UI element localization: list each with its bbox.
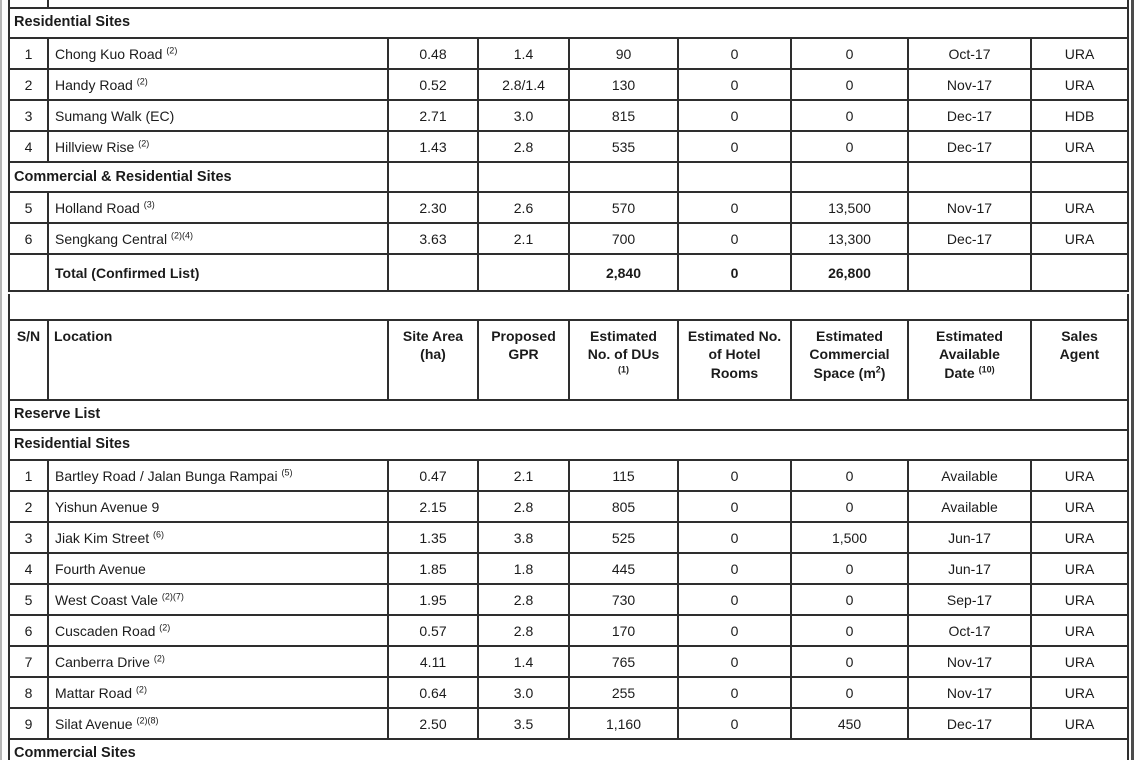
- cell-site_area: 2.50: [389, 709, 479, 738]
- cell-sn: 8: [10, 678, 49, 707]
- table-row: [10, 647, 1127, 678]
- cell-site_area: 1.35: [389, 523, 479, 552]
- column-header-location: Location: [49, 321, 389, 399]
- cell-agent: URA: [1064, 498, 1095, 515]
- cell-hotel_rooms: 0: [679, 616, 792, 645]
- table-row: [10, 101, 1127, 132]
- cell-location: Bartley Road / Jalan Bunga Rampai $^{(5)}$: [49, 461, 389, 490]
- column-header-site_area: Site Area (ha): [389, 321, 479, 399]
- empty-cell: [909, 163, 1032, 191]
- cell-site_area: 0.47: [389, 461, 479, 490]
- empty-cell: [479, 255, 570, 290]
- cell-dus: 815: [570, 101, 679, 130]
- cell-dus: 255: [570, 678, 679, 707]
- cell-commercial_space: 0: [792, 70, 909, 99]
- cell-commercial_space: 0: [792, 647, 909, 676]
- cell-date: Nov-17: [909, 647, 1032, 676]
- section-title: Residential Sites: [14, 14, 131, 30]
- column-header-agent: Sales Agent: [1059, 328, 1100, 363]
- cell-agent: URA: [1064, 684, 1095, 701]
- total-dus: 2,840: [570, 255, 679, 290]
- table-row: [10, 709, 1127, 740]
- cell-sn: 2: [10, 492, 49, 521]
- cell-location: West Coast Vale $^{(2)(7)}$: [49, 585, 389, 614]
- cell-gpr: 3.5: [479, 709, 570, 738]
- cell-dus: 730: [570, 585, 679, 614]
- cell-date: Dec-17: [909, 101, 1032, 130]
- cell-commercial_space: 0: [792, 678, 909, 707]
- cell-hotel_rooms: 0: [679, 585, 792, 614]
- cell-dus: 170: [570, 616, 679, 645]
- table-row: [10, 461, 1127, 492]
- cell-agent: URA: [1064, 529, 1095, 546]
- cell-commercial_space: 1,500: [792, 523, 909, 552]
- cell-site_area: 3.63: [389, 224, 479, 253]
- cell-location: Canberra Drive $^{(2)}$: [49, 647, 389, 676]
- cell-agent: URA: [1064, 560, 1095, 577]
- cell-agent: URA: [1064, 199, 1095, 216]
- cell-hotel_rooms: 0: [679, 70, 792, 99]
- cell-date: Nov-17: [909, 678, 1032, 707]
- cell-date: Sep-17: [909, 585, 1032, 614]
- cell-sn: 6: [10, 616, 49, 645]
- cell-sn: 1: [10, 461, 49, 490]
- total-commercial-space: 26,800: [792, 255, 909, 290]
- cell-dus: 525: [570, 523, 679, 552]
- section-row: [10, 431, 1127, 461]
- cell-hotel_rooms: 0: [679, 678, 792, 707]
- cell-dus: 805: [570, 492, 679, 521]
- cell-hotel_rooms: 0: [679, 554, 792, 583]
- cell-gpr: 1.8: [479, 554, 570, 583]
- cell-date: Available: [909, 461, 1032, 490]
- column-header-dus: Estimated No. of DUs $^{(1)}$: [570, 321, 679, 399]
- table-row: [10, 70, 1127, 101]
- cell-site_area: 4.11: [389, 647, 479, 676]
- cell-gpr: 1.4: [479, 39, 570, 68]
- cell-location: Cuscaden Road $^{(2)}$: [49, 616, 389, 645]
- cell-dus: 90: [570, 39, 679, 68]
- empty-cell: [679, 163, 792, 191]
- cell-location: Fourth Avenue: [49, 554, 389, 583]
- cell-date: Jun-17: [909, 554, 1032, 583]
- cell-hotel_rooms: 0: [679, 101, 792, 130]
- cell-date: Jun-17: [909, 523, 1032, 552]
- section-title: Commercial Sites: [14, 745, 136, 760]
- confirmed-list-table: [8, 0, 1129, 292]
- column-header-commercial_space: Estimated Commercial Space $(m^2)$: [792, 321, 909, 399]
- cell-hotel_rooms: 0: [679, 193, 792, 222]
- cell-gpr: 2.8/1.4: [479, 70, 570, 99]
- section-row: [10, 163, 1127, 193]
- table-row: [10, 616, 1127, 647]
- cell-date: Available: [909, 492, 1032, 521]
- cell-gpr: 3.8: [479, 523, 570, 552]
- empty-cell: [479, 163, 570, 191]
- section-row: [10, 740, 1127, 760]
- empty-cell: [909, 255, 1032, 290]
- cell-agent: URA: [1064, 715, 1095, 732]
- cell-commercial_space: 0: [792, 616, 909, 645]
- cell-date: Dec-17: [909, 709, 1032, 738]
- cell-gpr: 3.0: [479, 101, 570, 130]
- cell-site_area: 1.95: [389, 585, 479, 614]
- cell-agent: URA: [1064, 622, 1095, 639]
- cell-date: Nov-17: [909, 70, 1032, 99]
- cell-sn: 3: [10, 101, 49, 130]
- cell-gpr: 2.8: [479, 616, 570, 645]
- cell-gpr: 3.0: [479, 678, 570, 707]
- cell-dus: 130: [570, 70, 679, 99]
- cell-sn: 2: [10, 70, 49, 99]
- empty-cell: [1032, 255, 1127, 290]
- cell-agent: HDB: [1064, 107, 1095, 124]
- column-header-hotel_rooms: Estimated No. of Hotel Rooms: [679, 321, 792, 399]
- cell-gpr: 2.1: [479, 461, 570, 490]
- cell-sn: 4: [10, 132, 49, 161]
- table-row: [10, 224, 1127, 255]
- column-header-gpr: Proposed GPR: [479, 321, 570, 399]
- page-edge-left: [0, 0, 2, 760]
- cell-hotel_rooms: 0: [679, 709, 792, 738]
- cell-hotel_rooms: 0: [679, 39, 792, 68]
- cell-site_area: 0.48: [389, 39, 479, 68]
- empty-cell: [10, 255, 49, 290]
- cell-gpr: 2.6: [479, 193, 570, 222]
- cell-hotel_rooms: 0: [679, 224, 792, 253]
- reserve-list-table: [8, 319, 1129, 760]
- cell-sn: 1: [10, 39, 49, 68]
- total-hotel-rooms: 0: [679, 255, 792, 290]
- cell-dus: 570: [570, 193, 679, 222]
- cell-agent: URA: [1064, 45, 1095, 62]
- cell-sn: 6: [10, 224, 49, 253]
- cell-site_area: 0.52: [389, 70, 479, 99]
- empty-cell: [10, 0, 49, 7]
- section-title: Reserve List: [14, 406, 101, 422]
- cell-commercial_space: 0: [792, 492, 909, 521]
- table-row: [10, 193, 1127, 224]
- table-row: [10, 492, 1127, 523]
- total-row: [10, 255, 1127, 292]
- table-row: [10, 554, 1127, 585]
- table-row: [10, 523, 1127, 554]
- cell-location: Hillview Rise $^{(2)}$: [49, 132, 389, 161]
- cell-hotel_rooms: 0: [679, 647, 792, 676]
- empty-cell: [570, 163, 679, 191]
- cell-site_area: 1.85: [389, 554, 479, 583]
- cell-hotel_rooms: 0: [679, 492, 792, 521]
- cell-dus: 700: [570, 224, 679, 253]
- cell-location: Silat Avenue $^{(2)(8)}$: [49, 709, 389, 738]
- cell-location: Sengkang Central $^{(2)(4)}$: [49, 224, 389, 253]
- header-row: [10, 321, 1127, 401]
- cell-location: Mattar Road $^{(2)}$: [49, 678, 389, 707]
- cell-agent: URA: [1064, 138, 1095, 155]
- cell-commercial_space: 0: [792, 132, 909, 161]
- empty-cell: [49, 0, 1127, 7]
- section-row: [10, 401, 1127, 431]
- cell-commercial_space: 0: [792, 39, 909, 68]
- cell-location: Handy Road $^{(2)}$: [49, 70, 389, 99]
- cell-commercial_space: 0: [792, 461, 909, 490]
- total-label: Total (Confirmed List): [49, 255, 389, 290]
- column-header-date: Estimated Available Date $^{(10)}$: [909, 321, 1032, 399]
- cell-agent: URA: [1064, 653, 1095, 670]
- cell-agent: URA: [1064, 467, 1095, 484]
- cell-gpr: 2.8: [479, 492, 570, 521]
- cell-location: Yishun Avenue 9: [49, 492, 389, 521]
- cell-location: Holland Road $^{(3)}$: [49, 193, 389, 222]
- cell-location: Jiak Kim Street $^{(6)}$: [49, 523, 389, 552]
- cell-agent: URA: [1064, 230, 1095, 247]
- empty-cell: [389, 255, 479, 290]
- section-row: [10, 9, 1127, 39]
- cell-sn: 5: [10, 193, 49, 222]
- cell-commercial_space: 13,300: [792, 224, 909, 253]
- cell-site_area: 1.43: [389, 132, 479, 161]
- cell-gpr: 2.8: [479, 132, 570, 161]
- cell-site_area: 2.30: [389, 193, 479, 222]
- cell-sn: 7: [10, 647, 49, 676]
- cell-date: Dec-17: [909, 224, 1032, 253]
- empty-cell: [792, 163, 909, 191]
- cell-location: Chong Kuo Road $^{(2)}$: [49, 39, 389, 68]
- cell-gpr: 2.8: [479, 585, 570, 614]
- section-title: Commercial & Residential Sites: [10, 163, 389, 191]
- cell-location: Sumang Walk (EC): [49, 101, 389, 130]
- empty-cell: [389, 163, 479, 191]
- table-row: [10, 678, 1127, 709]
- cell-date: Dec-17: [909, 132, 1032, 161]
- cell-dus: 535: [570, 132, 679, 161]
- table-row: [10, 132, 1127, 163]
- cell-hotel_rooms: 0: [679, 461, 792, 490]
- page-edge-right: [1131, 0, 1134, 760]
- cell-commercial_space: 450: [792, 709, 909, 738]
- cell-commercial_space: 0: [792, 554, 909, 583]
- cell-agent: URA: [1064, 76, 1095, 93]
- cell-gpr: 2.1: [479, 224, 570, 253]
- cell-sn: 4: [10, 554, 49, 583]
- table-gap: [8, 294, 1129, 319]
- cell-sn: 3: [10, 523, 49, 552]
- table-row: [10, 585, 1127, 616]
- cell-dus: 765: [570, 647, 679, 676]
- cell-site_area: 2.15: [389, 492, 479, 521]
- cell-dus: 445: [570, 554, 679, 583]
- cell-dus: 115: [570, 461, 679, 490]
- cell-hotel_rooms: 0: [679, 523, 792, 552]
- empty-cell: [1032, 163, 1127, 191]
- section-title: Residential Sites: [14, 436, 131, 452]
- cell-sn: 5: [10, 585, 49, 614]
- column-header-sn: S/N: [10, 321, 49, 399]
- cell-gpr: 1.4: [479, 647, 570, 676]
- cell-date: Oct-17: [909, 616, 1032, 645]
- cell-date: Nov-17: [909, 193, 1032, 222]
- cut-off-row: [10, 0, 1127, 9]
- cell-sn: 9: [10, 709, 49, 738]
- cell-commercial_space: 13,500: [792, 193, 909, 222]
- cell-agent: URA: [1064, 591, 1095, 608]
- cell-commercial_space: 0: [792, 585, 909, 614]
- table-row: [10, 39, 1127, 70]
- cell-commercial_space: 0: [792, 101, 909, 130]
- cell-hotel_rooms: 0: [679, 132, 792, 161]
- cell-dus: 1,160: [570, 709, 679, 738]
- cell-site_area: 2.71: [389, 101, 479, 130]
- cell-site_area: 0.64: [389, 678, 479, 707]
- cell-site_area: 0.57: [389, 616, 479, 645]
- cell-date: Oct-17: [909, 39, 1032, 68]
